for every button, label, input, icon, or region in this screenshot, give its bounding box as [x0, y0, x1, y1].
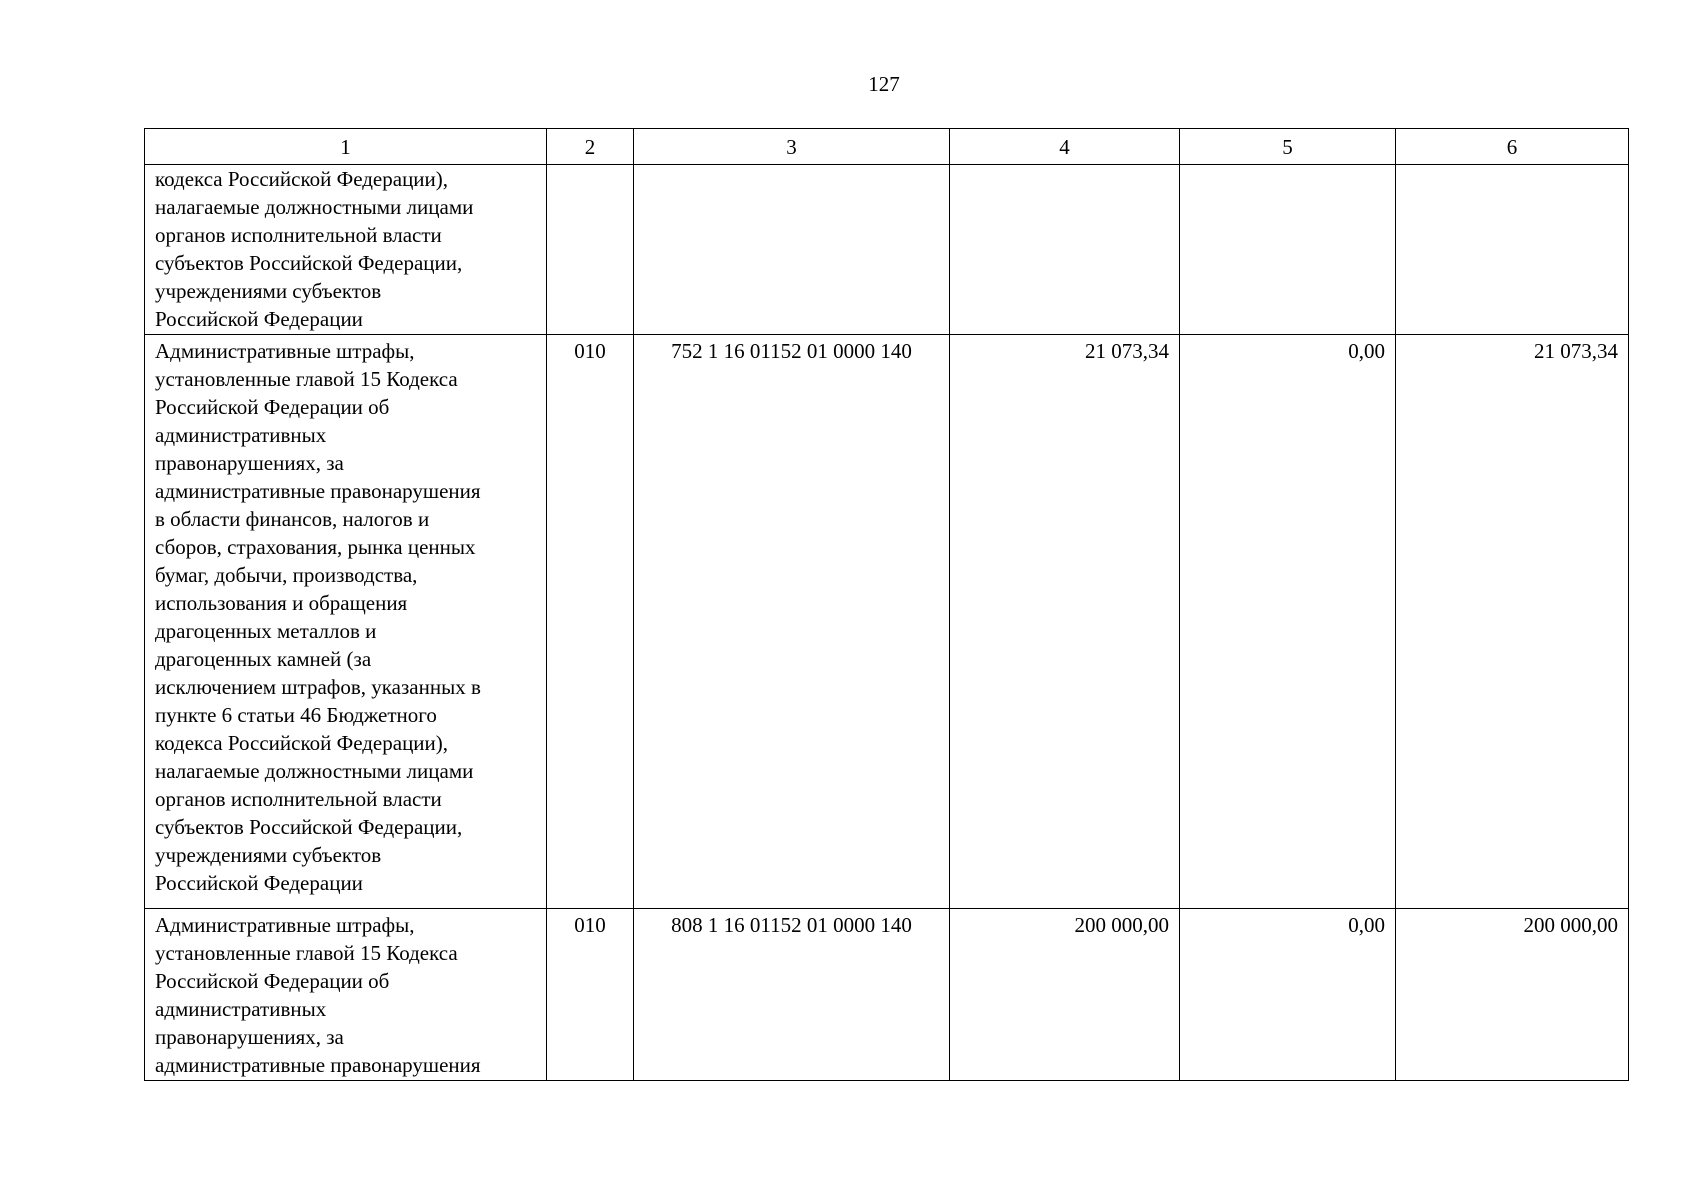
column-header-3: 3: [634, 129, 950, 165]
name-line: Российской Федерации об: [155, 395, 390, 419]
name-line: сборов, страхования, рынка ценных: [155, 535, 476, 559]
name-line: Административные штрафы,: [155, 339, 415, 363]
line-code-cell: 010: [547, 335, 634, 909]
executed-cell: 0,00: [1180, 909, 1396, 1081]
row-name-cell: [145, 165, 547, 335]
name-line: субъектов Российской Федерации,: [155, 815, 463, 839]
name-line: учреждениями субъектов: [155, 279, 382, 303]
table-row: [145, 165, 1629, 335]
name-line: Российской Федерации об: [155, 969, 390, 993]
name-line: органов исполнительной власти: [155, 223, 442, 247]
name-line: Российской Федерации: [155, 307, 363, 331]
column-header-6: 6: [1396, 129, 1629, 165]
name-line: налагаемые должностными лицами: [155, 195, 474, 219]
name-line: в области финансов, налогов и: [155, 507, 430, 531]
name-line: правонарушениях, за: [155, 1025, 344, 1049]
approved-cell: 200 000,00: [950, 909, 1180, 1081]
column-header-5: 5: [1180, 129, 1396, 165]
name-line: административных: [155, 997, 327, 1021]
table-row: [145, 909, 1629, 1081]
page-number: 127: [868, 72, 900, 96]
name-line: налагаемые должностными лицами: [155, 759, 474, 783]
name-line: административные правонарушения: [155, 1053, 481, 1077]
column-header-2: 2: [547, 129, 634, 165]
executed-cell: [1180, 165, 1396, 335]
name-line: установленные главой 15 Кодекса: [155, 367, 458, 391]
name-line: субъектов Российской Федерации,: [155, 251, 463, 275]
unexecuted-cell: 21 073,34: [1396, 335, 1629, 909]
name-line: кодекса Российской Федерации),: [155, 731, 449, 755]
approved-cell: [950, 165, 1180, 335]
name-line: пункте 6 статьи 46 Бюджетного: [155, 703, 437, 727]
name-line: установленные главой 15 Кодекса: [155, 941, 458, 965]
executed-cell: 0,00: [1180, 335, 1396, 909]
name-line: административных: [155, 423, 327, 447]
name-line: кодекса Российской Федерации),: [155, 167, 449, 191]
budget-code-cell: 808 1 16 01152 01 0000 140: [634, 909, 950, 1081]
name-line: правонарушениях, за: [155, 451, 344, 475]
row-name-cell: [145, 335, 547, 909]
name-line: учреждениями субъектов: [155, 843, 382, 867]
name-line: административные правонарушения: [155, 479, 481, 503]
row-name-cell: [145, 909, 547, 1081]
name-line: драгоценных металлов и: [155, 619, 377, 643]
name-line: Административные штрафы,: [155, 913, 415, 937]
line-code-cell: 010: [547, 909, 634, 1081]
column-header-1: 1: [145, 129, 547, 165]
budget-code-cell: [634, 165, 950, 335]
unexecuted-cell: [1396, 165, 1629, 335]
revenue-table: [144, 128, 1629, 1081]
name-line: использования и обращения: [155, 591, 408, 615]
table-row: [145, 335, 1629, 909]
table-header-row: [145, 129, 1629, 165]
name-line: бумаг, добычи, производства,: [155, 563, 418, 587]
unexecuted-cell: 200 000,00: [1396, 909, 1629, 1081]
name-line: Российской Федерации: [155, 871, 363, 895]
name-line: исключением штрафов, указанных в: [155, 675, 481, 699]
budget-code-cell: 752 1 16 01152 01 0000 140: [634, 335, 950, 909]
name-line: драгоценных камней (за: [155, 647, 372, 671]
column-header-4: 4: [950, 129, 1180, 165]
name-line: органов исполнительной власти: [155, 787, 442, 811]
line-code-cell: [547, 165, 634, 335]
approved-cell: 21 073,34: [950, 335, 1180, 909]
